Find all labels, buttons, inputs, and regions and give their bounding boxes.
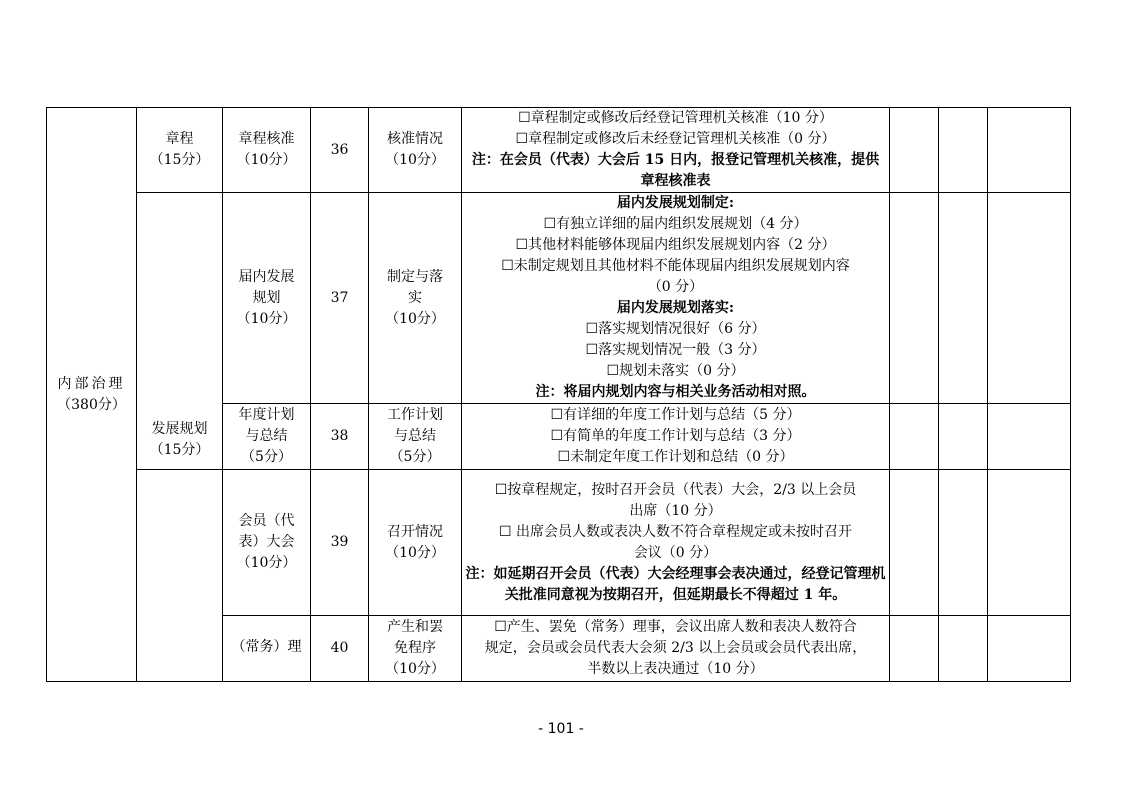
score-cell (939, 616, 988, 682)
section-name: 章程 (165, 131, 194, 147)
criterion-cell (369, 193, 462, 404)
standard-cell (462, 404, 890, 470)
standard-heading: 届内发展规划落实: (616, 300, 735, 316)
standard-line: ☐ 出席会员人数或表决人数不符合章程规定或未按时召开 (499, 523, 852, 540)
criterion-score: （10分） (385, 544, 445, 561)
standard-line: （0 分） (647, 279, 704, 295)
item-cell (223, 108, 311, 193)
section-name: 发展规划 (151, 421, 208, 437)
remark-cell (988, 108, 1071, 193)
remark-cell (988, 404, 1071, 470)
standard-note: 注：在会员（代表）大会后 15 日内，报登记管理机关核准，提供章程核准表 (471, 152, 880, 189)
standard-line: ☐未制定规划且其他材料不能体现届内组织发展规划内容 (501, 258, 850, 274)
standard-line: ☐其他材料能够体现届内组织发展规划内容（2 分） (515, 237, 836, 253)
criterion-cell (369, 616, 462, 682)
standard-line: 规定，会员或会员代表大会须 2/3 以上会员或会员代表出席， (484, 640, 867, 656)
score-cell (890, 108, 939, 193)
criterion-name: 召开情况 (387, 523, 443, 540)
item-number: 39 (311, 470, 369, 616)
item-name-line: 届内发展 (238, 268, 295, 285)
item-name-line: 表）大会 (238, 534, 295, 550)
standard-line: ☐章程制定或修改后经登记管理机关核准（10 分） (518, 110, 833, 126)
score-cell (939, 193, 988, 404)
standard-line: ☐落实规划情况一般（3 分） (585, 342, 766, 358)
item-number: 37 (311, 193, 369, 404)
standard-cell (462, 193, 890, 404)
criterion-name-line: 免程序 (394, 640, 436, 656)
item-score: （10分） (236, 555, 297, 571)
item-cell (223, 404, 311, 470)
table-row (47, 193, 1071, 404)
score-cell (890, 470, 939, 616)
page-number: - 101 - (538, 721, 584, 737)
criterion-name-line: 与总结 (394, 428, 436, 444)
remark-cell (988, 470, 1071, 616)
section-score: （15分） (149, 442, 210, 458)
item-name-line: 会员（代 (238, 513, 295, 529)
score-cell (890, 404, 939, 470)
section-cell-charter (137, 108, 223, 193)
section-cell-empty (137, 470, 223, 682)
standard-line: ☐有简单的年度工作计划与总结（3 分） (550, 428, 801, 444)
criterion-score: （10分） (385, 661, 445, 677)
standard-cell (462, 108, 890, 193)
criterion-cell (369, 108, 462, 193)
section-cell-planning (137, 193, 223, 470)
standard-line: ☐规划未落实（0 分） (606, 363, 745, 379)
section-score: （15分） (149, 152, 210, 168)
item-number: 38 (311, 404, 369, 470)
criterion-score: （10分） (385, 152, 445, 168)
item-number: 40 (311, 616, 369, 682)
item-name-line: 规划 (252, 289, 281, 306)
item-name-fragment: （常务）理 (231, 639, 302, 655)
standard-note: 注：如延期召开会员（代表）大会经理事会表决通过，经登记管理机关批准同意视为按期召开，但延期最长不得超过 1 年。 (465, 565, 886, 603)
item-cell (223, 193, 311, 404)
criterion-name-line: 实 (408, 289, 422, 306)
standard-line: ☐有独立详细的届内组织发展规划（4 分） (543, 216, 808, 232)
standard-line: ☐章程制定或修改后未经登记管理机关核准（0 分） (515, 131, 836, 147)
standard-line: ☐未制定年度工作计划和总结（0 分） (557, 449, 794, 465)
item-score: （10分） (236, 310, 297, 327)
standard-line: 会议（0 分） (633, 544, 718, 561)
item-name: 章程核准 (238, 131, 295, 147)
table-row (47, 108, 1071, 193)
standard-line: ☐按章程规定，按时召开会员（代表）大会，2/3 以上会员 (494, 481, 857, 498)
table-row (47, 470, 1071, 616)
criterion-score: （10分） (385, 310, 445, 327)
standard-cell (462, 470, 890, 616)
score-cell (939, 470, 988, 616)
criterion-name-line: 制定与落 (387, 268, 443, 285)
standard-line: ☐产生、罢免（常务）理事，会议出席人数和表决人数符合 (494, 619, 857, 635)
item-cell (223, 616, 311, 682)
score-cell (890, 616, 939, 682)
item-name-line: 年度计划 (238, 407, 295, 423)
criterion-cell (369, 470, 462, 616)
criterion-name-line: 工作计划 (387, 407, 443, 423)
criterion-name: 核准情况 (387, 131, 443, 147)
score-cell (939, 404, 988, 470)
standard-cell (462, 616, 890, 682)
standard-line: 出席（10 分） (629, 502, 722, 519)
category-name: 内部治理 (57, 375, 126, 392)
score-cell (890, 193, 939, 404)
item-score: （5分） (241, 449, 292, 465)
evaluation-table (46, 107, 1071, 682)
standard-note: 注：将届内规划内容与相关业务活动相对照。 (535, 384, 816, 400)
standard-heading: 届内发展规划制定: (616, 195, 735, 211)
criterion-cell (369, 404, 462, 470)
criterion-score: （5分） (389, 449, 441, 465)
standard-line: ☐落实规划情况很好（6 分） (585, 321, 766, 337)
category-cell (47, 108, 137, 682)
remark-cell (988, 616, 1071, 682)
item-score: （10分） (236, 152, 297, 168)
criterion-name-line: 产生和罢 (387, 619, 443, 635)
category-score: （380分） (57, 396, 126, 413)
standard-line: ☐有详细的年度工作计划与总结（5 分） (550, 407, 801, 423)
remark-cell (988, 193, 1071, 404)
item-name-line: 与总结 (245, 428, 288, 444)
score-cell (939, 108, 988, 193)
item-number: 36 (311, 108, 369, 193)
standard-line: 半数以上表决通过（10 分） (587, 661, 764, 677)
item-cell (223, 470, 311, 616)
